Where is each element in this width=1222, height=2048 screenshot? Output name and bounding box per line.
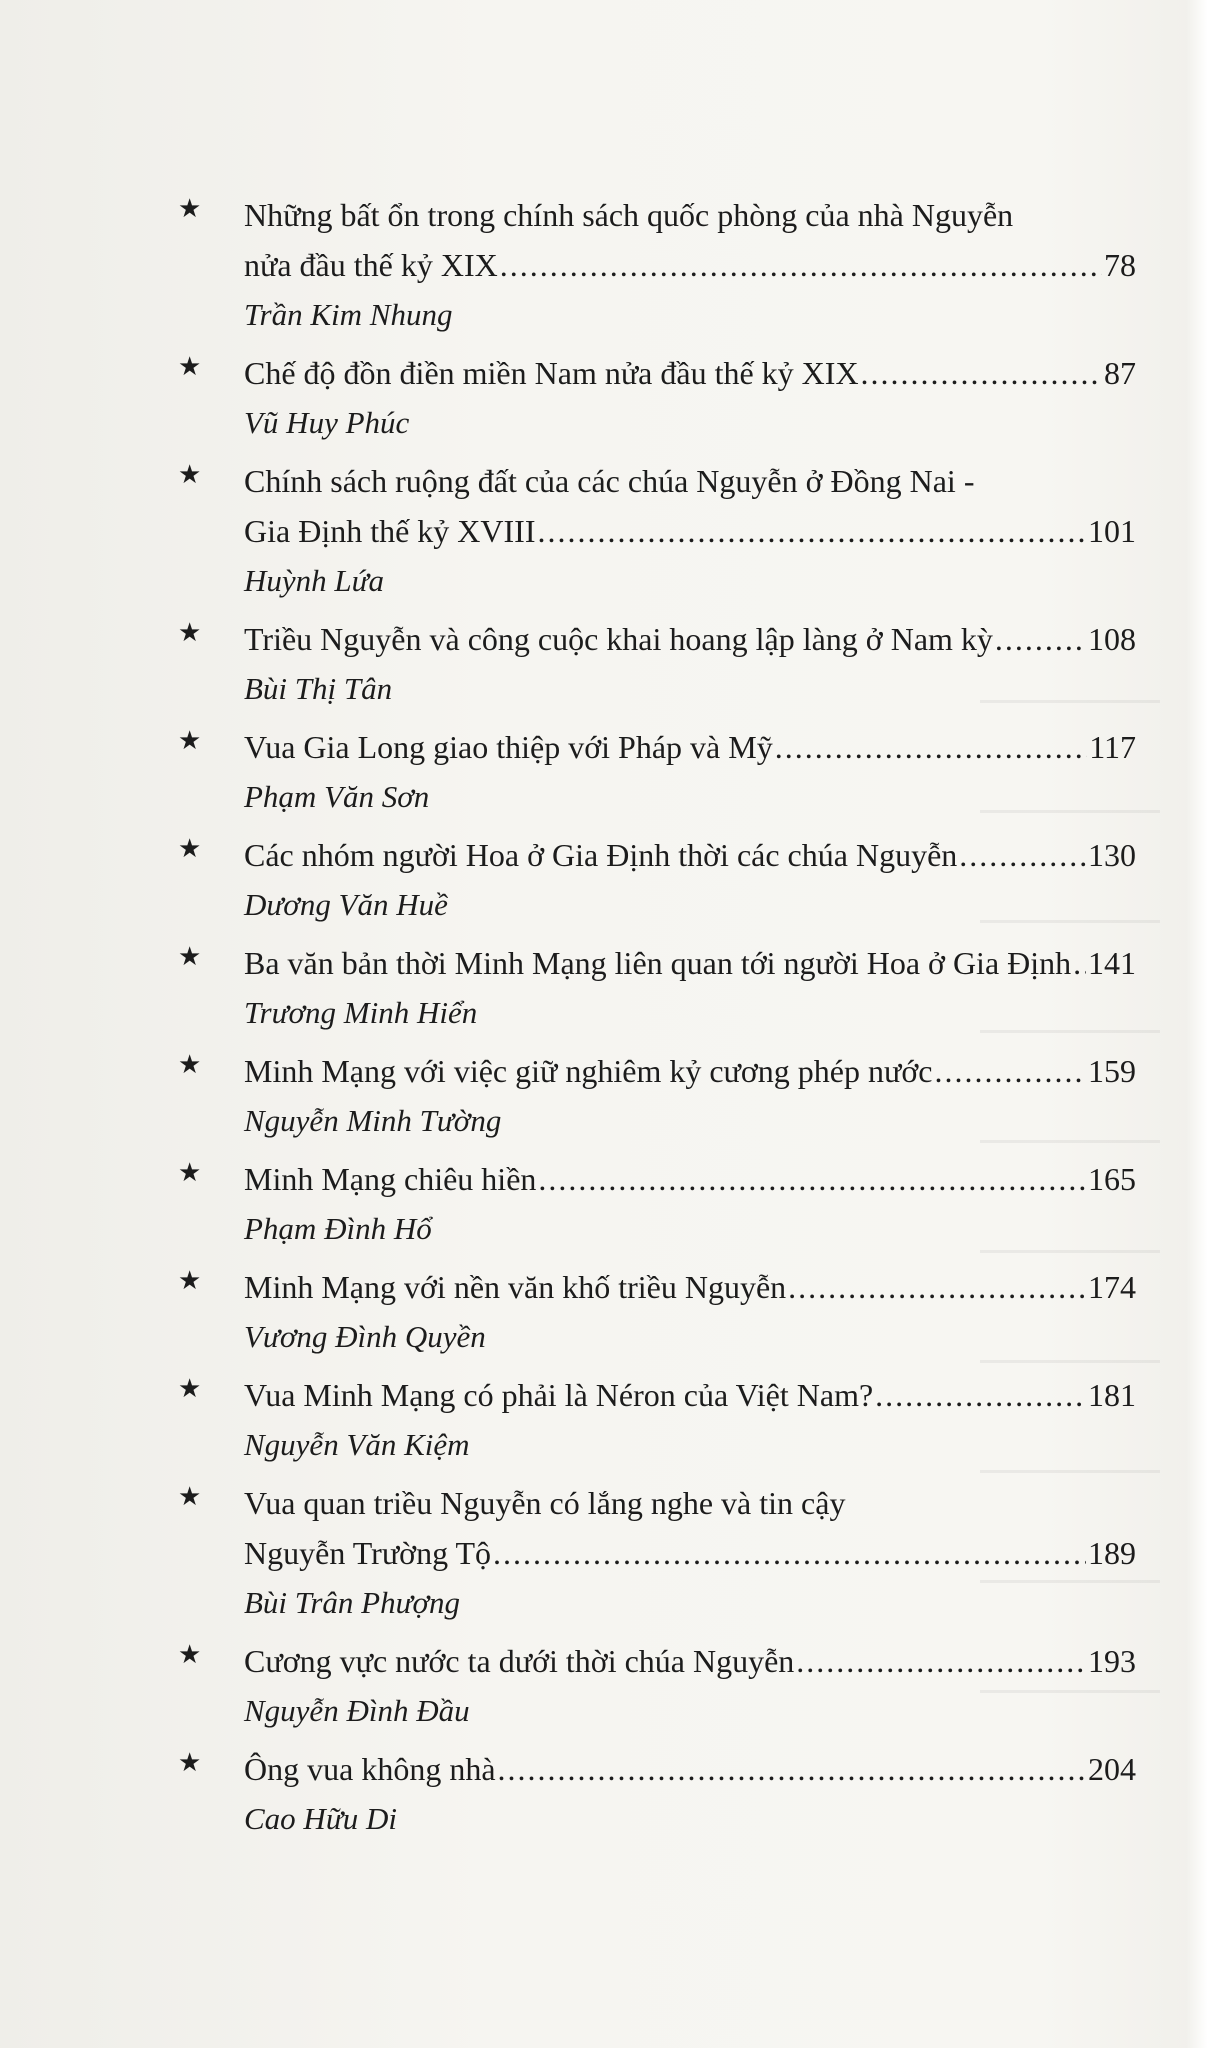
entry-title-text: Chính sách ruộng đất của các chúa Nguyễn ở Đồng Nai - bbox=[244, 463, 975, 499]
toc-entry bbox=[178, 1370, 1136, 1470]
entry-title-line-with-page bbox=[244, 830, 1136, 880]
toc-entry bbox=[178, 190, 1136, 340]
entry-title-text: Cương vực nước ta dưới thời chúa Nguyễn bbox=[244, 1643, 795, 1679]
page-edge-highlight bbox=[1186, 0, 1222, 2048]
star-bullet-icon: ★ bbox=[178, 942, 202, 972]
entry-title-text: Minh Mạng với việc giữ nghiêm kỷ cương phép nước bbox=[244, 1053, 933, 1089]
star-bullet-icon: ★ bbox=[178, 1266, 202, 1296]
star-bullet-icon: ★ bbox=[178, 1374, 202, 1404]
dot-leader bbox=[796, 1636, 1086, 1686]
entry-title-line-with-page bbox=[244, 1154, 1136, 1204]
entry-title-text: Những bất ổn trong chính sách quốc phòng của nhà Nguyễn bbox=[244, 197, 1014, 233]
dot-leader bbox=[995, 614, 1086, 664]
toc-entry bbox=[178, 1636, 1136, 1736]
entry-author: Trần Kim Nhung bbox=[244, 297, 453, 332]
page-number: 204 bbox=[1088, 1751, 1136, 1787]
star-bullet-icon: ★ bbox=[178, 618, 202, 648]
entry-author: Phạm Văn Sơn bbox=[244, 779, 430, 814]
entry-title-text: Chế độ đồn điền miền Nam nửa đầu thế kỷ XIX bbox=[244, 355, 859, 391]
page-number: 181 bbox=[1088, 1377, 1136, 1413]
star-bullet-icon: ★ bbox=[178, 1748, 202, 1778]
dot-leader bbox=[500, 240, 1102, 290]
entry-title-line bbox=[244, 1478, 1136, 1528]
toc-entry bbox=[178, 1478, 1136, 1628]
page-number: 174 bbox=[1088, 1269, 1136, 1305]
dot-leader bbox=[861, 348, 1102, 398]
page-number: 108 bbox=[1088, 621, 1136, 657]
entry-title-line-with-page bbox=[244, 938, 1136, 988]
star-bullet-icon: ★ bbox=[178, 726, 202, 756]
page-number: 130 bbox=[1088, 837, 1136, 873]
page-number: 165 bbox=[1088, 1161, 1136, 1197]
entry-author: Phạm Đình Hổ bbox=[244, 1211, 432, 1246]
entry-title-line-with-page bbox=[244, 1528, 1136, 1578]
toc-entry bbox=[178, 348, 1136, 448]
dot-leader bbox=[934, 1046, 1086, 1096]
star-bullet-icon: ★ bbox=[178, 194, 202, 224]
dot-leader bbox=[875, 1370, 1086, 1420]
page-number: 141 bbox=[1088, 945, 1136, 981]
entry-title-line-with-page bbox=[244, 1262, 1136, 1312]
page-number: 117 bbox=[1089, 729, 1136, 765]
toc-entry bbox=[178, 1154, 1136, 1254]
entry-title-line-with-page bbox=[244, 1046, 1136, 1096]
entry-title-text: Ông vua không nhà bbox=[244, 1751, 496, 1787]
dot-leader bbox=[537, 506, 1086, 556]
star-bullet-icon: ★ bbox=[178, 1050, 202, 1080]
entry-title-text: Các nhóm người Hoa ở Gia Định thời các chúa Nguyễn bbox=[244, 837, 958, 873]
entry-author: Vương Đình Quyền bbox=[244, 1319, 486, 1354]
entry-title-line bbox=[244, 456, 1136, 506]
toc-entry bbox=[178, 1744, 1136, 1844]
entry-title-line-with-page bbox=[244, 348, 1136, 398]
star-bullet-icon: ★ bbox=[178, 834, 202, 864]
entry-author: Vũ Huy Phúc bbox=[244, 405, 410, 440]
toc-entry bbox=[178, 722, 1136, 822]
entry-title-text: Nguyễn Trường Tộ bbox=[244, 1535, 492, 1571]
toc-entry bbox=[178, 456, 1136, 606]
page-number: 159 bbox=[1088, 1053, 1136, 1089]
star-bullet-icon: ★ bbox=[178, 1482, 202, 1512]
entry-title-text: Vua Minh Mạng có phải là Néron của Việt Nam? bbox=[244, 1377, 874, 1413]
entry-author: Huỳnh Lứa bbox=[244, 563, 385, 598]
entry-title-line-with-page bbox=[244, 240, 1136, 290]
toc-entry bbox=[178, 614, 1136, 714]
toc-entry bbox=[178, 1046, 1136, 1146]
toc-entry bbox=[178, 830, 1136, 930]
toc-entry bbox=[178, 1262, 1136, 1362]
star-bullet-icon: ★ bbox=[178, 1158, 202, 1188]
dot-leader bbox=[788, 1262, 1086, 1312]
star-bullet-icon: ★ bbox=[178, 460, 202, 490]
page-number: 78 bbox=[1104, 247, 1136, 283]
entry-title-line-with-page bbox=[244, 506, 1136, 556]
entry-title-text: Vua Gia Long giao thiệp với Pháp và Mỹ bbox=[244, 729, 773, 765]
entry-author: Nguyễn Văn Kiệm bbox=[244, 1427, 470, 1462]
dot-leader bbox=[1073, 938, 1086, 988]
dot-leader bbox=[493, 1528, 1086, 1578]
entry-title-line-with-page bbox=[244, 1370, 1136, 1420]
star-bullet-icon: ★ bbox=[178, 1640, 202, 1670]
entry-title-line-with-page bbox=[244, 614, 1136, 664]
entry-title-line bbox=[244, 190, 1136, 240]
dot-leader bbox=[959, 830, 1086, 880]
entry-author: Bùi Trân Phượng bbox=[244, 1585, 461, 1620]
table-of-contents bbox=[178, 190, 1136, 1844]
entry-title-text: Vua quan triều Nguyễn có lắng nghe và tin cậy bbox=[244, 1485, 846, 1521]
entry-author: Cao Hữu Di bbox=[244, 1801, 397, 1836]
entry-title-text: Ba văn bản thời Minh Mạng liên quan tới người Hoa ở Gia Định bbox=[244, 945, 1072, 981]
entry-title-text: Minh Mạng chiêu hiền bbox=[244, 1161, 537, 1197]
toc-entry bbox=[178, 938, 1136, 1038]
star-bullet-icon: ★ bbox=[178, 352, 202, 382]
entry-author: Nguyễn Đình Đầu bbox=[244, 1693, 470, 1728]
dot-leader bbox=[538, 1154, 1086, 1204]
entry-author: Nguyễn Minh Tường bbox=[244, 1103, 502, 1138]
entry-author: Trương Minh Hiển bbox=[244, 995, 478, 1030]
dot-leader bbox=[498, 1744, 1086, 1794]
entry-author: Bùi Thị Tân bbox=[244, 671, 393, 706]
entry-title-line-with-page bbox=[244, 722, 1136, 772]
dot-leader bbox=[775, 722, 1088, 772]
entry-title-text: Gia Định thế kỷ XVIII bbox=[244, 513, 536, 549]
entry-title-line-with-page bbox=[244, 1744, 1136, 1794]
entry-author: Dương Văn Huề bbox=[244, 887, 448, 922]
entry-title-text: Minh Mạng với nền văn khố triều Nguyễn bbox=[244, 1269, 787, 1305]
page-number: 189 bbox=[1088, 1535, 1136, 1571]
entry-title-line-with-page bbox=[244, 1636, 1136, 1686]
entry-title-text: nửa đầu thế kỷ XIX bbox=[244, 247, 498, 283]
entry-title-text: Triều Nguyễn và công cuộc khai hoang lập làng ở Nam kỳ bbox=[244, 621, 993, 657]
page-number: 101 bbox=[1088, 513, 1136, 549]
page-number: 193 bbox=[1088, 1643, 1136, 1679]
page-number: 87 bbox=[1104, 355, 1136, 391]
